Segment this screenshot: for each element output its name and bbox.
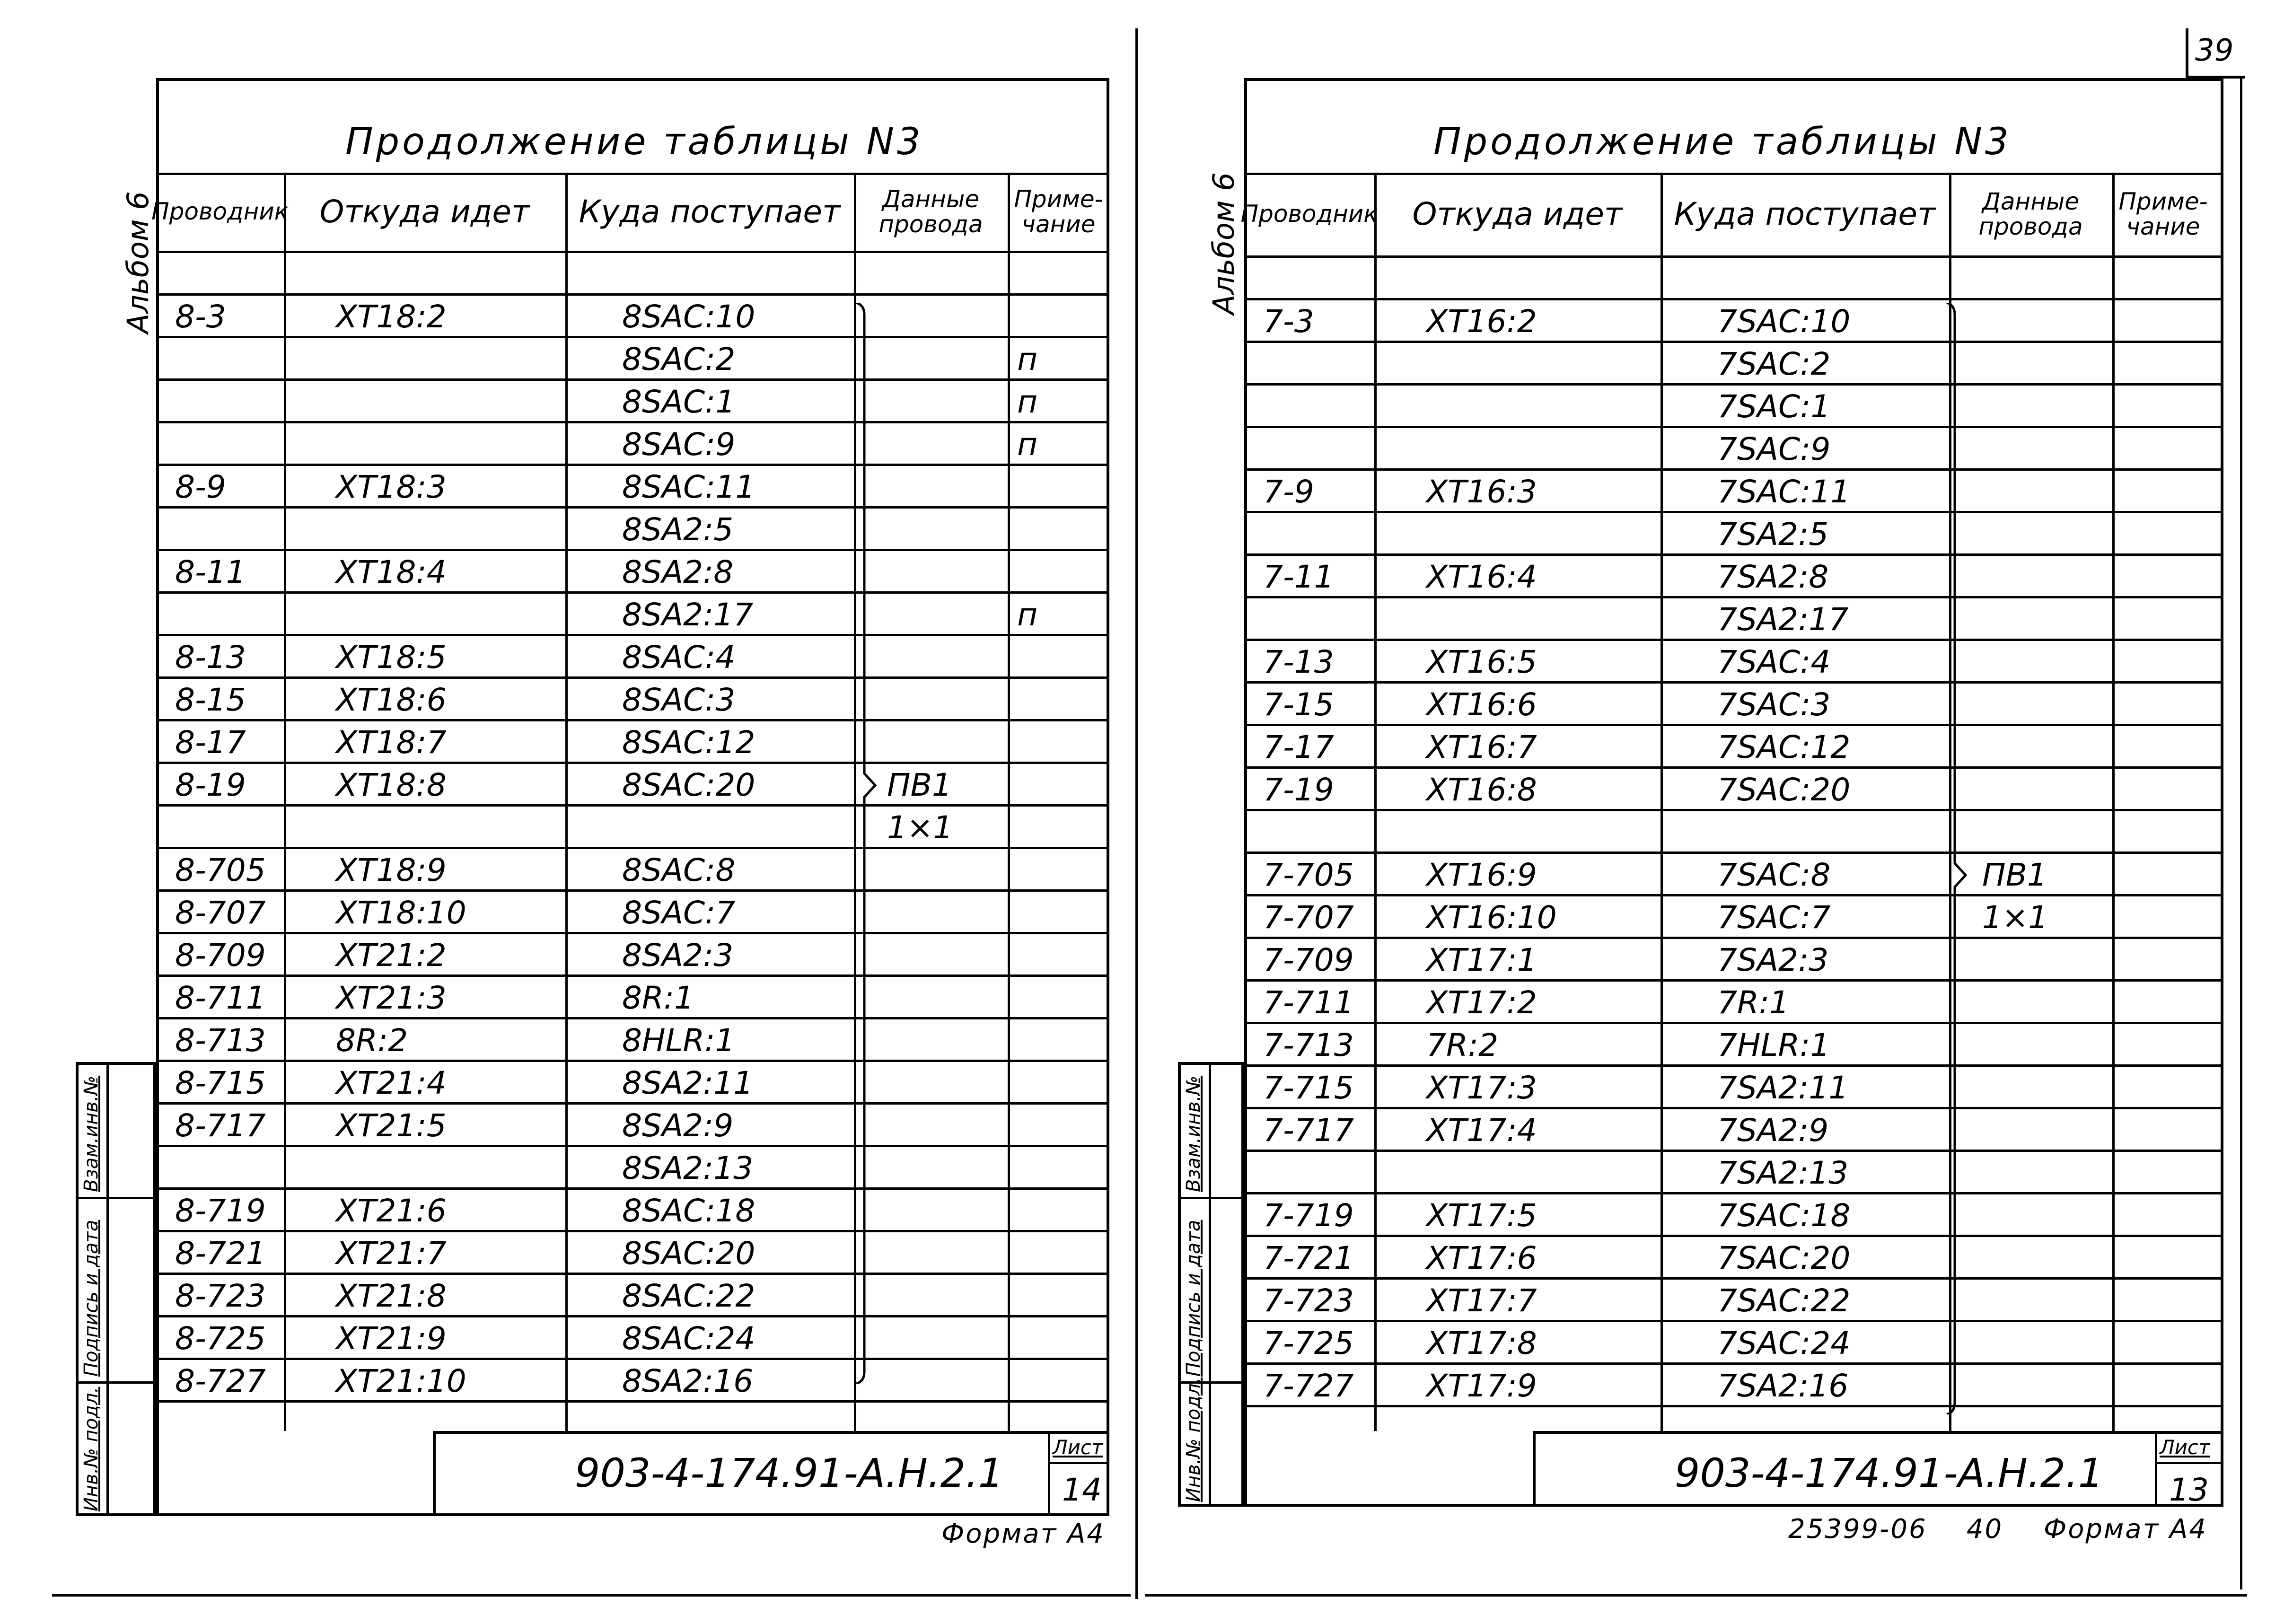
cell-from: ХТ21:9 [336,1320,447,1357]
stamp-label: Подпись и дата [80,1220,102,1377]
column-divider [2112,173,2115,1431]
cell-from: ХТ18:7 [336,724,447,761]
side-stamp-cut-1 [1178,1197,1244,1199]
wire-type: ПВ1 [1982,857,2047,893]
bottom-rule-left [52,1594,1131,1597]
sheet-number: 13 [2169,1472,2209,1508]
cell-to: 7SA2:17 [1717,601,1849,638]
sheet-box-divider [2155,1431,2157,1507]
header-to: Куда поступает [1674,195,1936,232]
cell-to: 7SAC:3 [1717,686,1831,723]
stamp-label: Взам.инв.№ [80,1075,102,1192]
cell-to: 7SA2:11 [1717,1070,1849,1106]
cell-to: 7SAC:24 [1717,1325,1851,1361]
cell-conductor: 8-715 [175,1065,266,1101]
header-conductor: Проводник [1240,200,1378,228]
cell-conductor: 8-717 [175,1107,266,1144]
cell-to: 7SAC:7 [1717,899,1831,936]
cell-conductor: 8-707 [175,895,266,931]
header-note: Приме-чание [2118,188,2208,240]
archive-number: 25399-06 40 [1788,1514,2003,1545]
album-label: Альбом 6 [121,191,155,334]
cell-to: 7SA2:8 [1717,559,1829,595]
cell-conductor: 8-13 [175,639,246,676]
side-stamp-divider [106,1062,109,1516]
cell-from: ХТ21:2 [336,937,447,974]
cell-to: 8SA2:13 [622,1150,754,1186]
column-divider [1008,173,1010,1431]
sheet-box-line [1048,1462,1109,1464]
cell-to: 8SA2:8 [622,554,734,590]
cell-from: ХТ17:9 [1426,1368,1537,1404]
cell-note: п [1017,597,1038,633]
right-edge-line [2240,76,2242,1589]
cell-to: 7SA2:9 [1717,1112,1829,1149]
header-bottom-line [1244,255,2223,258]
cell-conductor: 7-727 [1263,1368,1354,1404]
cell-from: ХТ16:8 [1426,772,1537,808]
document-code: 903-4-174.91-А.Н.2.1 [1675,1450,2104,1496]
cell-to: 7SAC:12 [1717,729,1851,765]
cell-from: ХТ16:5 [1426,644,1537,680]
cell-conductor: 7-721 [1263,1240,1354,1276]
cell-to: 8SAC:20 [622,767,756,803]
cell-to: 8SAC:12 [622,724,756,761]
cell-conductor: 8-711 [175,980,266,1016]
cell-from: ХТ18:3 [336,469,447,505]
cell-conductor: 8-725 [175,1320,266,1357]
cell-from: ХТ21:3 [336,980,447,1016]
cell-conductor: 7-11 [1263,559,1334,595]
cell-conductor: 7-9 [1263,474,1314,510]
cell-from: ХТ17:2 [1426,984,1537,1021]
format-label: Формат А4 [2044,1514,2207,1545]
cell-to: 8SAC:7 [622,895,736,931]
cell-conductor: 8-727 [175,1363,266,1399]
cell-to: 7R:1 [1717,984,1790,1021]
cell-from: ХТ21:4 [336,1065,447,1101]
cell-conductor: 7-725 [1263,1325,1354,1361]
cell-to: 7SAC:11 [1717,474,1851,510]
cell-conductor: 8-11 [175,554,246,590]
cell-to: 7SAC:9 [1717,431,1831,467]
stamp-label: Подпись и дата [1183,1220,1204,1377]
side-stamp-cut-2 [76,1381,156,1384]
cell-from: ХТ18:9 [336,852,447,888]
cell-conductor: 7-15 [1263,686,1334,723]
cell-to: 8SA2:3 [622,937,734,974]
cell-from: ХТ16:4 [1426,559,1537,595]
cell-conductor: 7-13 [1263,644,1334,680]
cell-conductor: 7-715 [1263,1070,1354,1106]
cell-to: 8SAC:24 [622,1320,756,1357]
cell-conductor: 8-705 [175,852,266,888]
cell-to: 8SAC:18 [622,1193,756,1229]
wire-size: 1×1 [887,809,953,846]
column-divider [1374,173,1377,1431]
cell-from: ХТ21:5 [336,1107,447,1144]
sheet-box-divider [1048,1431,1050,1516]
wire-size: 1×1 [1982,899,2048,936]
cell-conductor: 7-19 [1263,772,1334,808]
header-wire-data: Данные провода [1978,188,2083,240]
cell-to: 7SAC:18 [1717,1197,1851,1234]
cell-to: 8SAC:1 [622,384,736,420]
table-title: Продолжение таблицы N3 [345,121,923,163]
sheet-label: Лист [1053,1436,1103,1459]
row-line [156,804,1109,807]
cell-to: 8SA2:11 [622,1065,754,1101]
cell-to: 8SA2:9 [622,1107,734,1144]
stamp-label: Инв.№ подл. [1183,1377,1204,1502]
cell-from: ХТ18:2 [336,298,447,335]
cell-to: 7SAC:20 [1717,772,1851,808]
row-line [1244,1405,2223,1407]
sheet-label: Лист [2160,1436,2210,1459]
bottom-rule-right [1145,1594,2247,1597]
cell-conductor: 8-713 [175,1022,266,1059]
cell-from: ХТ16:2 [1426,303,1537,340]
header-bottom-line [156,251,1109,253]
center-divider [1135,28,1138,1599]
cell-conductor: 7-711 [1263,984,1354,1021]
cell-conductor: 7-717 [1263,1112,1354,1149]
sheet-box-line [2155,1462,2223,1464]
cell-to: 8SAC:9 [622,426,736,463]
cell-conductor: 7-709 [1263,942,1354,978]
cell-from: ХТ16:10 [1426,899,1557,936]
cell-conductor: 7-3 [1263,303,1314,340]
cell-from: ХТ18:10 [336,895,466,931]
cell-from: ХТ21:6 [336,1193,447,1229]
album-label: Альбом 6 [1206,172,1241,315]
cell-conductor: 7-723 [1263,1282,1354,1319]
cell-conductor: 8-9 [175,469,226,505]
cell-from: ХТ18:5 [336,639,447,676]
cell-to: 7SAC:2 [1717,346,1831,382]
cell-from: ХТ17:4 [1426,1112,1537,1149]
header-from: Откуда идет [1412,195,1623,232]
format-label: Формат А4 [941,1519,1105,1549]
cell-to: 8SAC:2 [622,341,736,377]
cell-to: 7SAC:1 [1717,388,1831,425]
cell-to: 8SA2:17 [622,597,754,633]
cell-from: ХТ18:6 [336,682,447,718]
cell-conductor: 8-721 [175,1235,266,1272]
document-code: 903-4-174.91-А.Н.2.1 [575,1450,1004,1496]
bracket-path [856,303,875,1384]
wire-bracket [1944,303,1982,1414]
stamp-label: Взам.инв.№ [1183,1075,1204,1192]
cell-to: 8SAC:8 [622,852,736,888]
cell-conductor: 7-719 [1263,1197,1354,1234]
cell-note: п [1017,384,1038,420]
cell-to: 7SA2:13 [1717,1155,1849,1191]
cell-conductor: 8-3 [175,298,226,335]
header-note: Приме-чание [1014,185,1103,238]
side-stamp-divider [1209,1062,1211,1507]
cell-conductor: 8-723 [175,1278,266,1314]
cell-conductor: 8-709 [175,937,266,974]
cell-to: 7SAC:22 [1717,1282,1851,1319]
cell-from: ХТ18:4 [336,554,447,590]
sheet-number: 14 [1062,1472,1102,1508]
cell-conductor: 8-17 [175,724,246,761]
cell-from: 7R:2 [1426,1027,1499,1063]
cell-conductor: 7-17 [1263,729,1334,765]
cell-to: 7SA2:3 [1717,942,1829,978]
column-divider [1660,173,1663,1431]
cell-from: ХТ18:8 [336,767,447,803]
cell-conductor: 7-707 [1263,899,1354,936]
side-stamp-cut-1 [76,1197,156,1199]
cell-to: 7SAC:4 [1717,644,1831,680]
cell-from: ХТ17:6 [1426,1240,1537,1276]
cell-to: 8SAC:10 [622,298,756,335]
row-line [1244,809,2223,811]
cell-note: п [1017,426,1038,463]
cell-from: ХТ21:8 [336,1278,447,1314]
cell-to: 7SAC:8 [1717,857,1831,893]
cell-conductor: 8-719 [175,1193,266,1229]
header-to: Куда поступает [579,193,841,230]
cell-to: 8R:1 [622,980,694,1016]
cell-from: 8R:2 [336,1022,408,1059]
cell-conductor: 8-15 [175,682,246,718]
cell-from: ХТ17:7 [1426,1282,1537,1319]
cell-from: ХТ16:7 [1426,729,1537,765]
wire-type: ПВ1 [887,767,952,803]
header-from: Откуда идет [319,193,530,230]
cell-conductor: 7-705 [1263,857,1354,893]
column-divider [284,173,286,1431]
cell-from: ХТ17:1 [1426,942,1537,978]
cell-to: 8HLR:1 [622,1022,735,1059]
cell-from: ХТ16:3 [1426,474,1537,510]
cell-from: ХТ17:3 [1426,1070,1537,1106]
cell-to: 8SAC:22 [622,1278,756,1314]
cell-conductor: 8-19 [175,767,246,803]
cell-to: 7SA2:16 [1717,1368,1849,1404]
row-line [156,1400,1109,1403]
cell-to: 7HLR:1 [1717,1027,1830,1063]
cell-to: 8SAC:20 [622,1235,756,1272]
header-conductor: Проводник [151,198,289,226]
wire-bracket [854,303,892,1384]
cell-note: п [1017,341,1038,377]
cell-to: 8SAC:11 [622,469,756,505]
cell-to: 8SA2:16 [622,1363,754,1399]
cell-from: ХТ16:9 [1426,857,1537,893]
cell-to: 7SA2:5 [1717,516,1829,553]
cell-to: 8SAC:4 [622,639,736,676]
header-wire-data: Данные провода [879,185,983,238]
stamp-label: Инв.№ подл. [80,1387,102,1511]
cell-conductor: 7-713 [1263,1027,1354,1063]
cell-from: ХТ16:6 [1426,686,1537,723]
table-title: Продолжение таблицы N3 [1433,121,2012,163]
cell-to: 8SAC:3 [622,682,736,718]
bracket-path [1947,303,1966,1414]
cell-from: ХТ17:8 [1426,1325,1537,1361]
cell-from: ХТ21:10 [336,1363,466,1399]
cell-from: ХТ17:5 [1426,1197,1537,1234]
cell-to: 8SA2:5 [622,511,734,548]
column-divider [565,173,568,1431]
cell-from: ХТ21:7 [336,1235,447,1272]
cell-to: 7SAC:20 [1717,1240,1851,1276]
page-number: 39 [2195,33,2234,68]
cell-to: 7SAC:10 [1717,303,1851,340]
